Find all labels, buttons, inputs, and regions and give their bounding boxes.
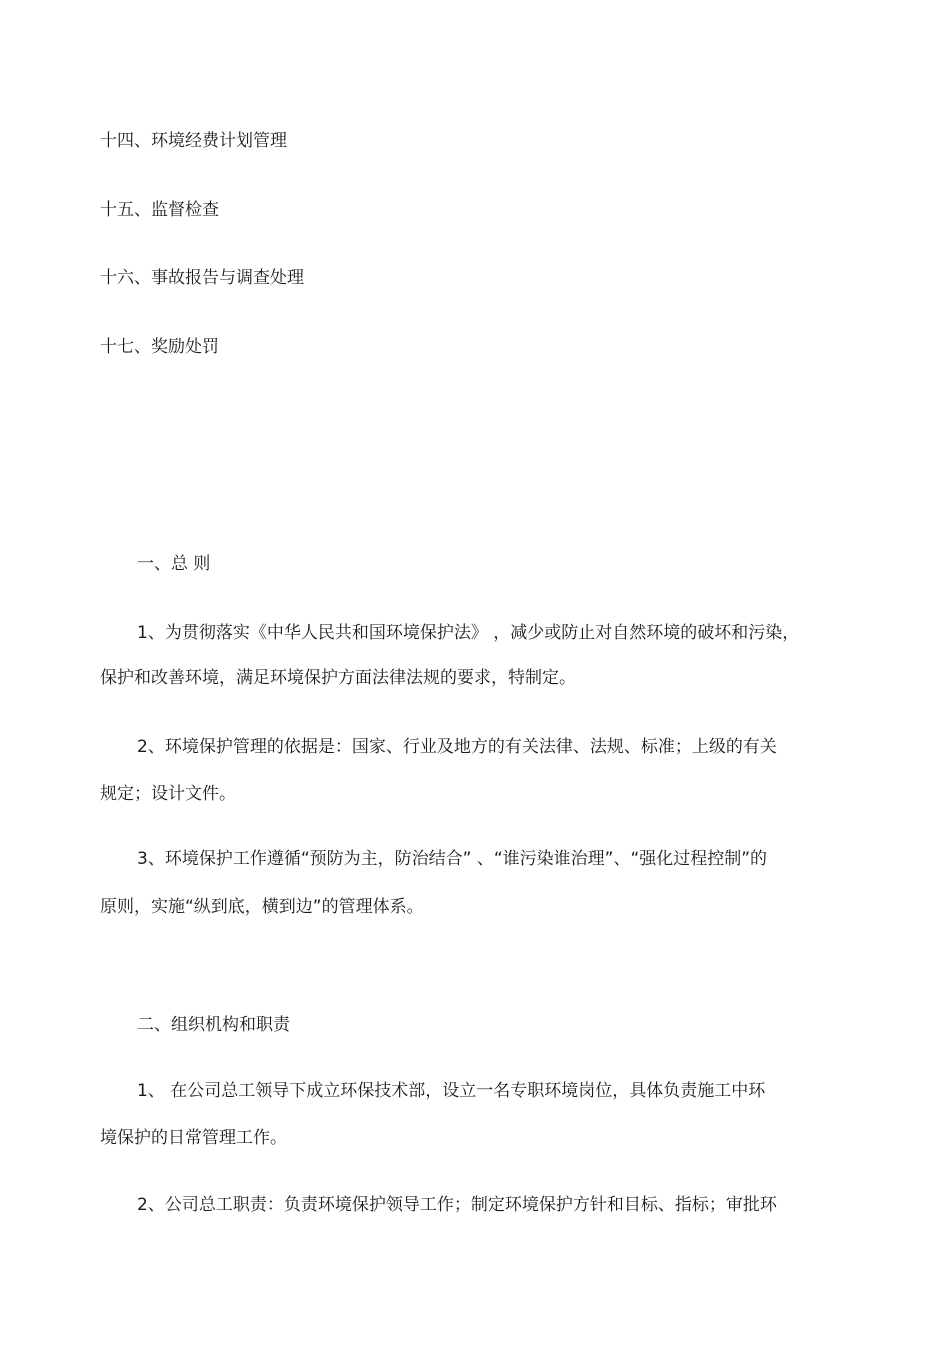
section-heading-organization: 二、组织机构和职责 [137, 1015, 290, 1035]
toc-item-14: 十四、环境经费计划管理 [100, 131, 287, 151]
paragraph-3-line-1: 3、环境保护工作遵循“预防为主，防治结合” 、“谁污染谁治理”、“强化过程控制”的 [137, 849, 768, 869]
section-heading-general: 一、总 则 [137, 554, 211, 574]
toc-item-16: 十六、事故报告与调查处理 [100, 268, 304, 288]
toc-item-17: 十七、奖励处罚 [100, 337, 219, 357]
section2-paragraph-2-line-1: 2、公司总工职责：负责环境保护领导工作；制定环境保护方针和目标、指标；审批环 [137, 1195, 777, 1215]
paragraph-1-line-2: 保护和改善环境，满足环境保护方面法律法规的要求，特制定。 [100, 668, 576, 688]
section2-paragraph-1-line-2: 境保护的日常管理工作。 [100, 1128, 287, 1148]
paragraph-2-line-1: 2、环境保护管理的依据是：国家、行业及地方的有关法律、法规、标准；上级的有关 [137, 737, 777, 757]
paragraph-1-line-1: 1、为贯彻落实《中华人民共和国环境保护法》 ，减少或防止对自然环境的破坏和污染， [137, 623, 800, 643]
paragraph-2-line-2: 规定；设计文件。 [100, 784, 236, 804]
section2-paragraph-1-line-1: 1、 在公司总工领导下成立环保技术部，设立一名专职环境岗位，具体负责施工中环 [137, 1081, 766, 1101]
paragraph-3-line-2: 原则，实施“纵到底，横到边”的管理体系。 [100, 897, 424, 917]
toc-item-15: 十五、监督检查 [100, 200, 219, 220]
